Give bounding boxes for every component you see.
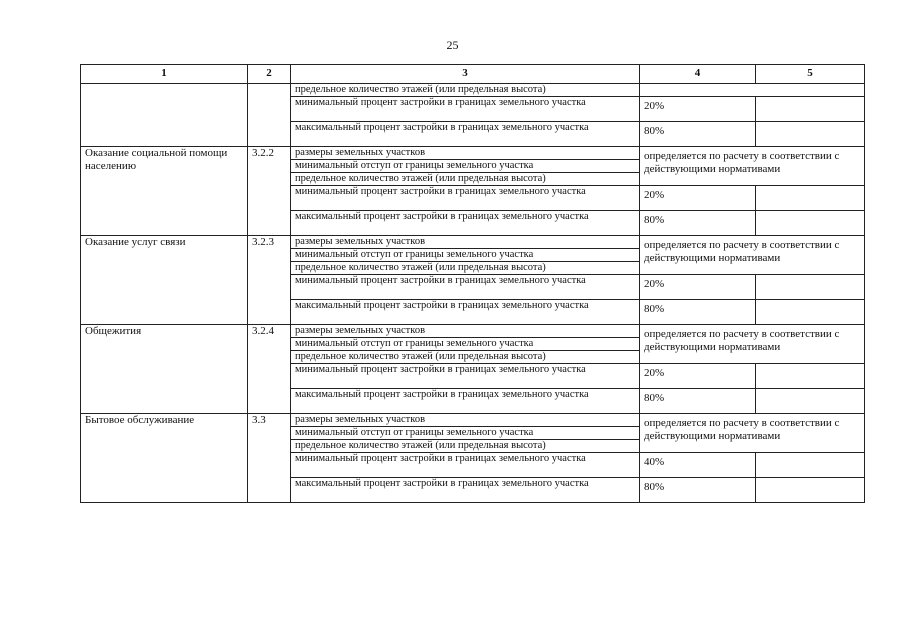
- empty-cell: [756, 122, 865, 147]
- param-cell: максимальный процент застройки в границах земельного участка: [291, 389, 640, 414]
- empty-cell: [756, 478, 865, 503]
- empty-cell: [756, 389, 865, 414]
- norm-cell: определяется по расчету в соответствии с действующими нормативами: [640, 147, 865, 186]
- zoning-table: [80, 64, 865, 503]
- param-cell: предельное количество этажей (или предельная высота): [291, 440, 640, 453]
- empty-cell: [756, 97, 865, 122]
- value-cell: 20%: [640, 97, 756, 122]
- param-cell: минимальный отступ от границы земельного участка: [291, 427, 640, 440]
- table-row: [81, 325, 865, 338]
- use-code-cell: 3.2.3: [248, 236, 291, 325]
- param-cell: размеры земельных участков: [291, 236, 640, 249]
- empty-cell: [756, 300, 865, 325]
- param-cell: минимальный процент застройки в границах земельного участка: [291, 186, 640, 211]
- use-name-cell: Оказание социальной помощи населению: [81, 147, 248, 236]
- value-cell: 80%: [640, 122, 756, 147]
- empty-cell: [756, 186, 865, 211]
- param-cell: предельное количество этажей (или предельная высота): [291, 173, 640, 186]
- empty-cell: [756, 275, 865, 300]
- param-cell: предельное количество этажей (или предельная высота): [291, 351, 640, 364]
- header-col-1: 1: [81, 65, 248, 84]
- value-cell: 80%: [640, 478, 756, 503]
- header-col-5: 5: [756, 65, 865, 84]
- param-cell: минимальный процент застройки в границах земельного участка: [291, 364, 640, 389]
- value-cell: 20%: [640, 364, 756, 389]
- header-col-2: 2: [248, 65, 291, 84]
- table-row: [81, 84, 865, 97]
- param-cell: максимальный процент застройки в границах земельного участка: [291, 300, 640, 325]
- param-cell: минимальный отступ от границы земельного участка: [291, 249, 640, 262]
- param-cell: минимальный отступ от границы земельного участка: [291, 338, 640, 351]
- param-cell: размеры земельных участков: [291, 147, 640, 160]
- param-cell: размеры земельных участков: [291, 414, 640, 427]
- param-cell: минимальный процент застройки в границах земельного участка: [291, 453, 640, 478]
- table-row: [81, 414, 865, 427]
- empty-cell: [756, 211, 865, 236]
- value-cell: [640, 84, 865, 97]
- param-cell: максимальный процент застройки в границах земельного участка: [291, 211, 640, 236]
- use-name-cell: Оказание услуг связи: [81, 236, 248, 325]
- value-cell: 80%: [640, 300, 756, 325]
- value-cell: 80%: [640, 211, 756, 236]
- header-col-3: 3: [291, 65, 640, 84]
- norm-cell: определяется по расчету в соответствии с действующими нормативами: [640, 236, 865, 275]
- header-col-4: 4: [640, 65, 756, 84]
- use-code-cell: 3.3: [248, 414, 291, 503]
- use-code-cell: 3.2.4: [248, 325, 291, 414]
- use-code-cell: [248, 84, 291, 147]
- table-row: [81, 147, 865, 160]
- param-cell: максимальный процент застройки в границах земельного участка: [291, 122, 640, 147]
- use-code-cell: 3.2.2: [248, 147, 291, 236]
- use-name-cell: Бытовое обслуживание: [81, 414, 248, 503]
- value-cell: 40%: [640, 453, 756, 478]
- norm-cell: определяется по расчету в соответствии с действующими нормативами: [640, 325, 865, 364]
- table-header-row: [81, 65, 865, 84]
- param-cell: максимальный процент застройки в границах земельного участка: [291, 478, 640, 503]
- empty-cell: [756, 453, 865, 478]
- value-cell: 20%: [640, 186, 756, 211]
- param-cell: минимальный отступ от границы земельного участка: [291, 160, 640, 173]
- param-cell: предельное количество этажей (или предельная высота): [291, 84, 640, 97]
- param-cell: предельное количество этажей (или предельная высота): [291, 262, 640, 275]
- param-cell: минимальный процент застройки в границах земельного участка: [291, 275, 640, 300]
- value-cell: 20%: [640, 275, 756, 300]
- empty-cell: [756, 364, 865, 389]
- table-row: [81, 236, 865, 249]
- use-name-cell: [81, 84, 248, 147]
- page-number: 25: [446, 38, 459, 52]
- norm-cell: определяется по расчету в соответствии с действующими нормативами: [640, 414, 865, 453]
- param-cell: размеры земельных участков: [291, 325, 640, 338]
- value-cell: 80%: [640, 389, 756, 414]
- param-cell: минимальный процент застройки в границах земельного участка: [291, 97, 640, 122]
- use-name-cell: Общежития: [81, 325, 248, 414]
